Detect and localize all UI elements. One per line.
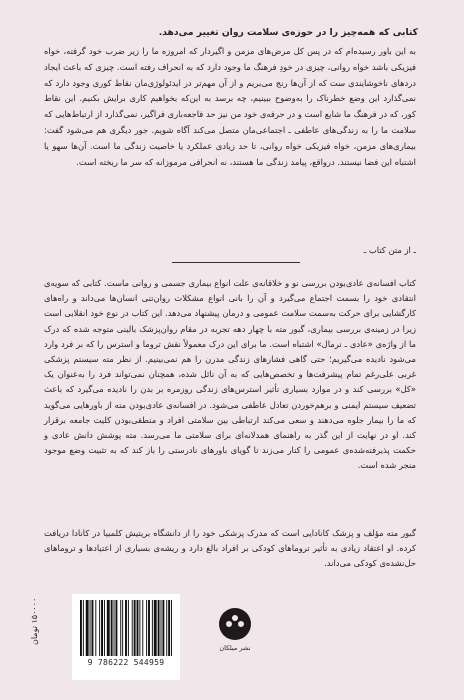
isbn-barcode [72, 594, 180, 680]
barcode-bar [115, 600, 117, 656]
barcode-bar [99, 600, 100, 656]
barcode-bar [152, 600, 153, 656]
barcode-bar [101, 600, 103, 656]
publisher-logo [218, 604, 252, 654]
barcode-bar [142, 600, 143, 656]
barcode-bar [80, 600, 82, 656]
barcode-bar [158, 600, 160, 656]
barcode-bar [161, 600, 162, 656]
barcode-bar [132, 600, 133, 656]
barcode-bar [107, 600, 110, 656]
barcode-bar [125, 600, 127, 656]
barcode-bar [120, 600, 121, 656]
excerpt-source: ـ از متن کتاب ـ [363, 245, 416, 255]
barcode-bar [122, 600, 123, 656]
publisher-name: نشر میلکان [219, 644, 251, 652]
cover-headline: کتابی که همه‌چیز را در حوزه‌ی سلامت روان تغییر می‌دهد. [158, 27, 418, 38]
barcode-bar [171, 600, 172, 656]
barcode-bar [154, 600, 157, 656]
barcode-bar [104, 600, 105, 656]
barcode-bar [111, 600, 113, 656]
publisher-logo-icon [218, 604, 252, 644]
author-bio: گبور مته مؤلف و پزشک کانادایی است که مدرک پزشکی خود را از دانشگاه بریتیش کلمبیا در کانادا دریافت کرده. او اعتقاد زیادی به تأثیر تروماهای کودکی بر افراد بالغ دارد و ریشه‌ی بسیاری از اعتیادها و تروماهای حل‌نشده‌ی کودکی می‌داند. [44, 528, 416, 569]
price-label: ۱۵۰۰۰۰ تومان [30, 598, 39, 646]
barcode-bar [90, 600, 91, 656]
barcode-bar [86, 600, 89, 656]
barcode-bar [139, 600, 140, 656]
barcode-bar [83, 600, 84, 656]
section-divider [172, 262, 300, 263]
barcode-bar [114, 600, 115, 656]
barcode-bar [92, 600, 94, 656]
barcode-bar [134, 600, 136, 656]
isbn-digits: 9 786222 544959 [87, 658, 165, 667]
barcode-bar [146, 600, 147, 656]
barcode-bar [168, 600, 170, 656]
barcode-bar [166, 600, 167, 656]
barcode-bar [128, 600, 129, 656]
barcode-bar [148, 600, 150, 656]
excerpt-quote: به این باور رسیده‌ام که در پس کل مرض‌های مزمن و اگیردار که امروزه ما را زیر ضرب خود گرفته، خواه فیزیکی باشد خواه روانی، چیزی در خودِ فرهنگ ما وجود دارد که به انحراف رفته است. چیزی که باعث ایجاد دردهای ناخوشایندی ست که از آن‌ها رنج می‌بریم و از آن مهم‌تر در ایدئولوژی‌مان نقاط کوری وجود دارد که نمی‌گذارد این وضع خطرناک را به‌وضوح ببینیم، چه برسد به این‌که بخواهیم کاری برایش بکنیم. این نقاط کور، که در فرهنگ ما شایع است و در حرفه‌ی خود من نیز حد فاجعه‌باری فراگیر، نمی‌گذارد از ارتباط‌هایی که سلامت ما را به زندگی‌های عاطفی ـ اجتماعی‌مان متصل می‌کند آگاه شویم. جور دیگری هم می‌شود گفت: بیماری‌های مزمن، خواه فیزیکی خواه روانی، تا حد زیادی عملکرد یا خاصیت زندگی ما است. آن‌ها سهو یا اشتباه این فضا نیستند. درواقع، پیامد زندگی ما هستند، نه انحرافی مرموزانه که سر ما ریخته است. [44, 46, 416, 167]
barcode-bars [80, 600, 172, 656]
barcode-bar [95, 600, 96, 656]
barcode-bar [137, 600, 139, 656]
book-description: کتاب افسانه‌ی عادی‌بودن بررسی نو و خلاقانه‌ی علت انواع بیماری جسمی و روانی ماست. کتابی که سویه‌ی انتقادی خود را بسمت اجتماع می‌گیرد و آن را بانی انواع مشکلات روان‌تنی انسان‌ها می‌داند و راه‌های کارگشایی برای حرکت به‌سمت سلامت عمومی و درمان پیشنهاد می‌دهد. این کتاب در نوع خود انقلابی است زیرا در زمینه‌ی بررسی بیماری، گبور مته با چهار دهه تجربه در مقام روان‌پزشک بالینی متوجه شده که درک ما از واژه‌ی «عادی ـ نرمال» اشتباه است. ما برای این درک معمولاً نقش تروما و استرس را که بر فرد وارد می‌شود نادیده می‌گیریم؛ حتی گاهی فشارهای زندگی مدرن را هم نمی‌بینیم. از نظر مته سیستم پزشکی غربی علی‌رغم تمام پیشرفت‌ها و تخصص‌هایی که به آن نائل شده، همچنان نمی‌تواند فرد را به‌عنوان یک «کل» بررسی کند و در موارد بسیاری تأثیر استرس‌های زندگی روزمره بر بدن را نادیده می‌گیرد که باعث تضعیف سیستم ایمنی و برهم‌خوردن تعادل عاطفی می‌شود. در افسانه‌ی عادی‌بودن مته از باورهایی می‌گوید که ما را بیمار جلوه می‌دهند و سعی می‌کند ارتباطی بین سلامتی افراد و منطقی‌بودن کلیت جامعه برقرار کند. او در نهایت از این گذر به راهنمای همدلانه‌ای برای سلامتی ما می‌رسد. مته پوشش دانش عادی و حکمت پذیرفته‌شده‌ی عمومی را کنار می‌زند تا گویای باورهای نادرستی را باز کند که به تثبیت وضع موجود منجر شده است. [44, 278, 416, 471]
barcode-bar [162, 600, 164, 656]
